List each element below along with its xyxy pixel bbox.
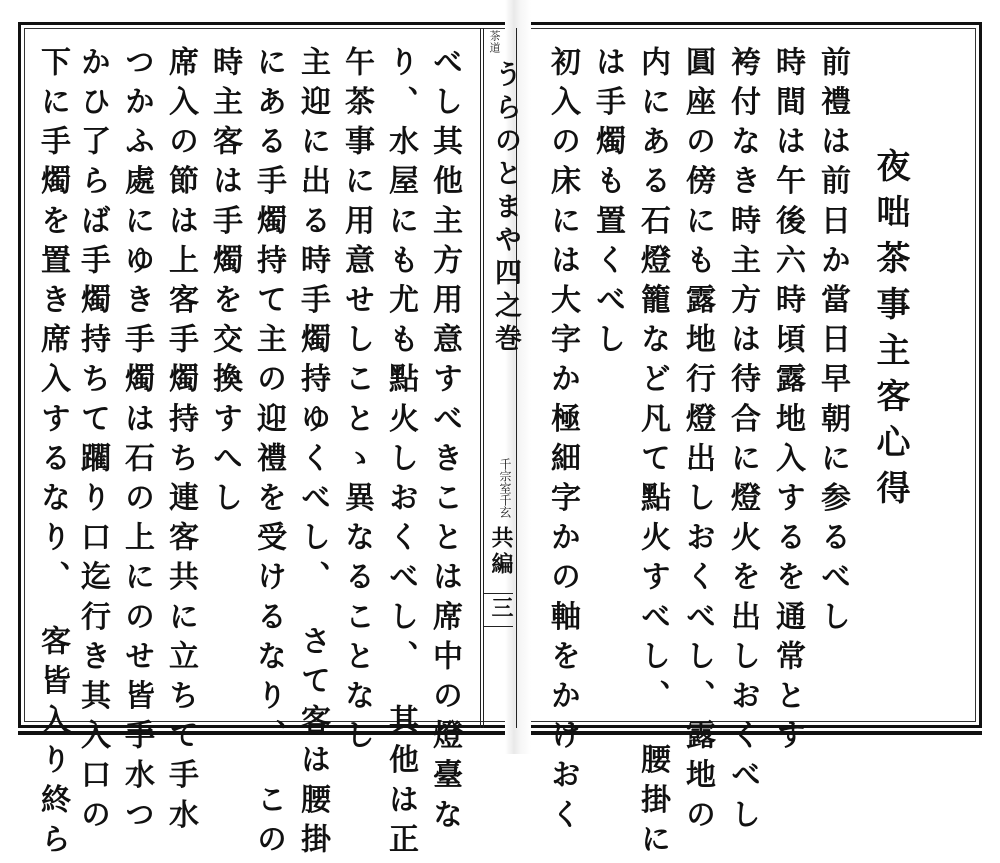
text-column: べし其他主方用意すべきことは席中の燈臺な [427,46,462,838]
text-column: かひ了らば手燭持ちて躙り口迄行き其入口の [75,46,110,838]
author-name-2: 宗室 [498,470,512,494]
section-title: 夜咄茶事主客心得 [870,148,910,516]
volume-label: 四之巻 [490,258,521,357]
text-column: 袴付なき時主方は待合に燈火を出しおくべし [725,46,760,838]
text-column: 午茶事に用意せしことゝ異なることなし [339,46,374,759]
text-column: 主迎に出る時手燭持ゆくべし、 さて客は腰掛 [295,46,330,863]
spine-label: 茶道 [488,30,501,54]
text-column: は手燭も置くべし [590,46,625,363]
text-column: り、水屋にも尤も點火しおくべし、 其他は正 [383,46,418,863]
text-column: 内にある石燈籠など凡て點火すべし、 腰掛に [635,46,670,863]
text-column: 前禮は前日か當日早朝に参るべし [815,46,850,640]
editor-label: 共編 [488,526,514,578]
spine-rule-left [480,28,481,728]
page-number: 三 [488,596,514,618]
author-credit [483,458,511,518]
series-title [486,60,525,357]
text-column: 下に手燭を置き席入するなり、 客皆入り終ら [35,46,70,863]
author-name-1: 千 [498,458,512,470]
text-column: 時主客は手燭を交換すへし [207,46,242,522]
text-column: 席入の節は上客手燭持ち連客共に立ちて手水 [163,46,198,838]
author-name-3: 千玄 [498,494,512,518]
series-name: うらのとまや [490,60,521,258]
text-column: 圓座の傍にも露地行燈出しおくべし、露地の [680,46,715,838]
text-column: 時間は午後六時頃露地入するを通常とす [770,46,805,759]
text-column: にある手燭持て主の迎禮を受けるなり、 この [251,46,286,863]
text-column: つかふ處にゆき手燭は石の上にのせ皆手水つ [119,46,154,838]
text-column: 初入の床には大字か極細字かの軸をかけおく [545,46,580,838]
